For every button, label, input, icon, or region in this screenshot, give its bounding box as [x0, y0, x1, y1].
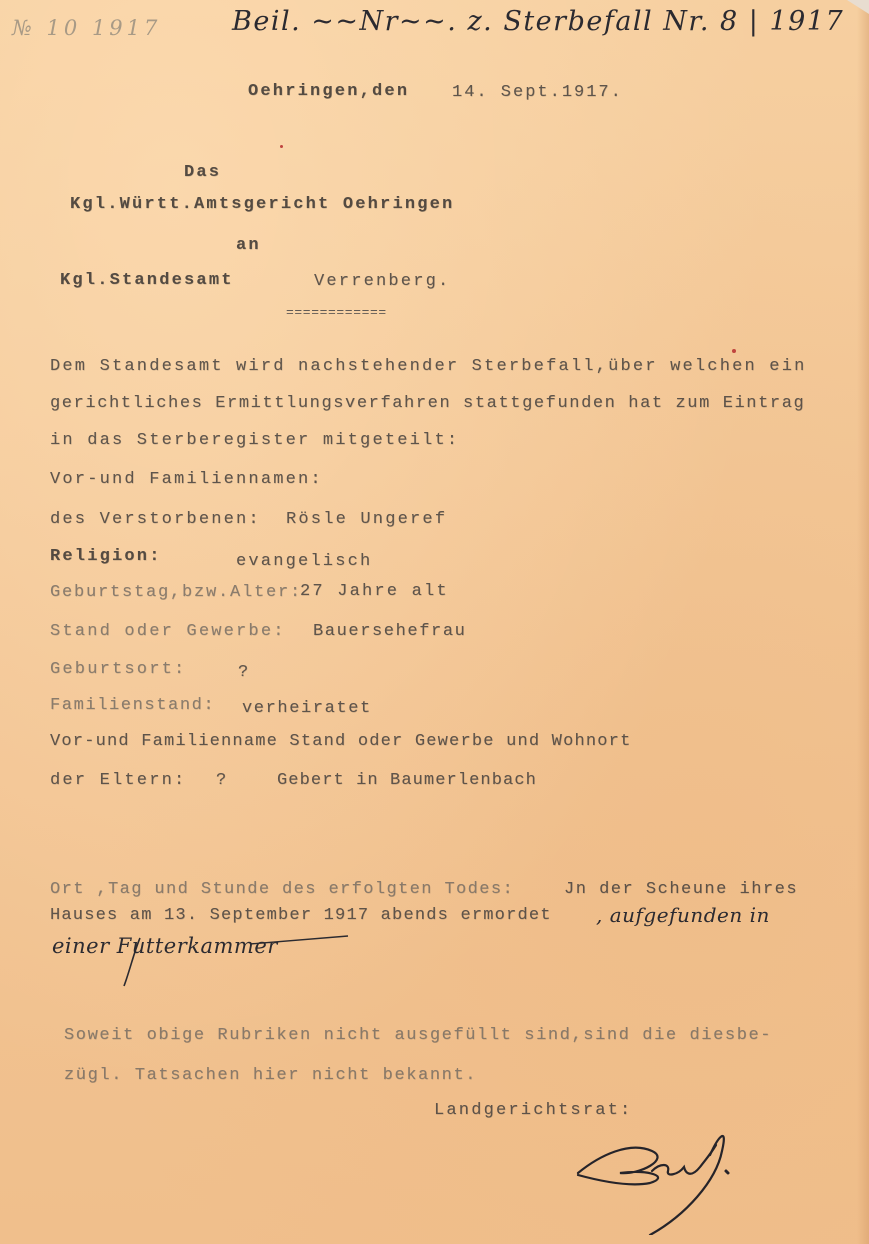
intro-line-1: Dem Standesamt wird nachstehender Sterbefall,über welchen ein — [50, 357, 807, 376]
footer-line-2: zügl. Tatsachen hier nicht bekannt. — [64, 1066, 478, 1085]
religion-label: Religion: — [50, 547, 162, 566]
recipient-place: Verrenberg. — [314, 272, 451, 291]
ink-spot — [732, 349, 736, 353]
address-line-an: an — [236, 236, 261, 255]
address-line-das: Das — [184, 163, 222, 182]
intro-line-3: in das Sterberegister mitgeteilt: — [50, 431, 460, 450]
death-date-value: Hauses am 13. September 1917 abends ermordet — [50, 906, 552, 925]
signature-title: Landgerichtsrat: — [434, 1101, 633, 1120]
birthplace-value: ? — [238, 663, 251, 682]
handwritten-addition-2: einer Futterkammer — [52, 934, 278, 958]
parents-label-2: der Eltern: — [50, 771, 187, 790]
occupation-value: Bauersehefrau — [313, 622, 467, 641]
deceased-name: Rösle Ungeref — [286, 510, 448, 529]
page-edge-shadow — [857, 0, 869, 1244]
marital-value: verheiratet — [242, 699, 372, 718]
marital-label: Familienstand: — [50, 696, 216, 715]
name-label-1: Vor-und Familiennamen: — [50, 470, 323, 489]
death-place-value: Jn der Scheune ihres — [564, 880, 799, 899]
signature — [560, 1115, 760, 1235]
footer-line-1: Soweit obige Rubriken nicht ausgefüllt sind,sind die diesbe- — [64, 1026, 773, 1045]
age-label: Geburtstag,bzw.Alter: — [50, 583, 303, 602]
recipient-underline: ============ — [286, 305, 387, 320]
address-line-court: Kgl.Württ.Amtsgericht Oehringen — [70, 195, 455, 214]
date-text: 14. Sept.1917. — [452, 83, 623, 102]
death-label: Ort ,Tag und Stunde des erfolgten Todes: — [50, 880, 515, 899]
ink-spot — [280, 145, 283, 148]
page-corner-fold — [847, 0, 869, 14]
handwritten-addition-1: , aufgefunden in — [596, 903, 770, 927]
parents-value: Gebert in Baumerlenbach — [277, 771, 537, 790]
parents-question: ? — [216, 771, 229, 790]
intro-line-2: gerichtliches Ermittlungsverfahren stattgefunden hat zum Eintrag — [50, 394, 806, 413]
age-value: 27 Jahre alt — [300, 582, 449, 601]
birthplace-label: Geburtsort: — [50, 660, 187, 679]
occupation-label: Stand oder Gewerbe: — [50, 622, 286, 641]
handwriting-flourish — [120, 930, 360, 1000]
recipient-office: Kgl.Standesamt — [60, 271, 234, 290]
beilage-note: Beil. ~~Nr~~. z. Sterbefall Nr. 8 | 1917 — [232, 6, 845, 37]
religion-value: evangelisch — [236, 552, 373, 571]
parents-label-1: Vor-und Familienname Stand oder Gewerbe und Wohnort — [50, 732, 632, 751]
archive-number: № 10 1917 — [12, 16, 162, 40]
place-text: Oehringen,den — [248, 82, 410, 101]
name-label-2: des Verstorbenen: — [50, 510, 261, 529]
